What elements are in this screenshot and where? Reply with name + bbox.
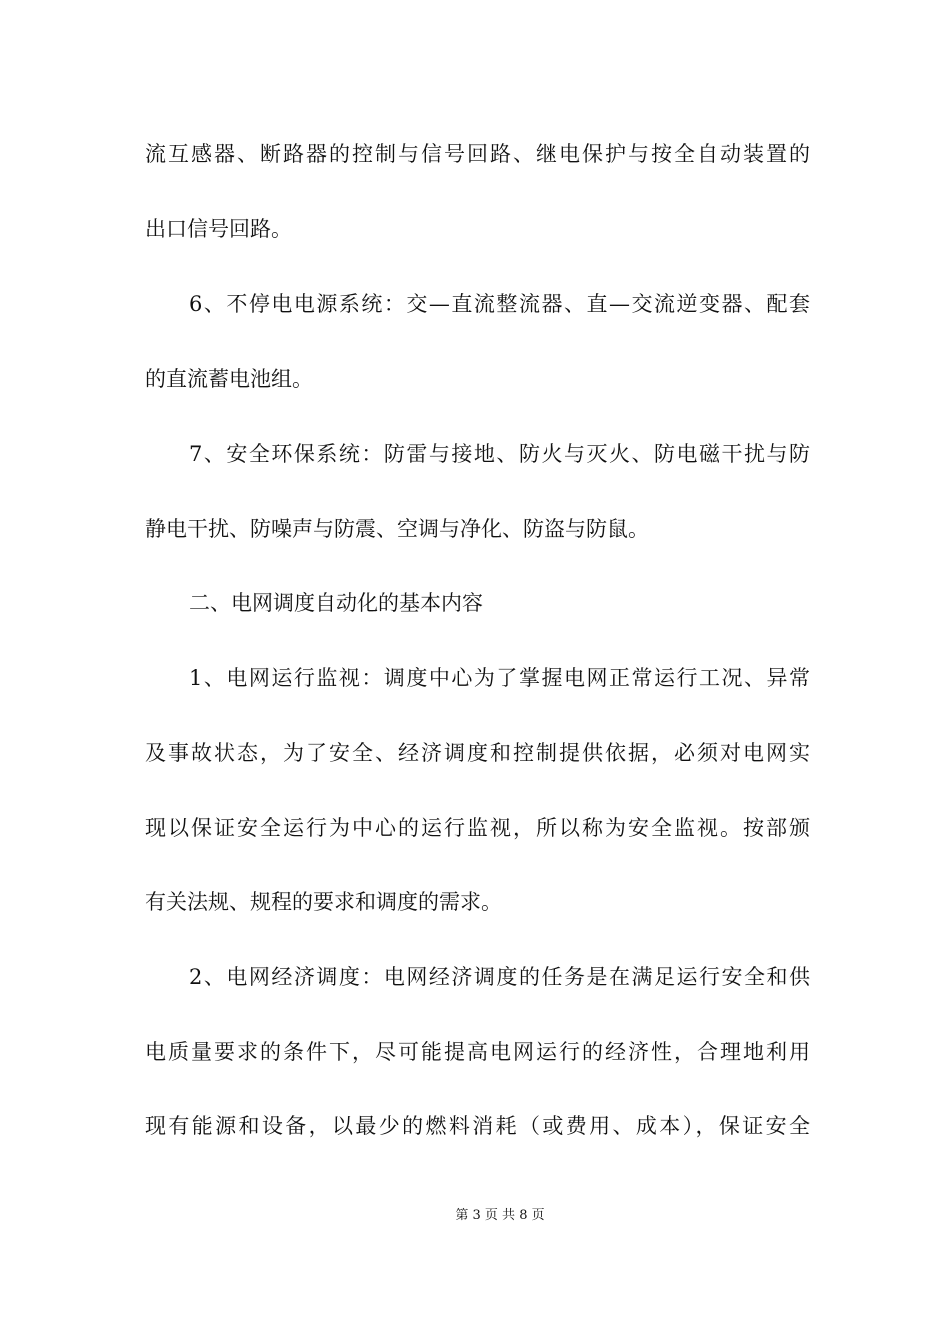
text-line-11: 有关法规、规程的要求和调度的需求。	[145, 890, 502, 914]
text-line-2: 出口信号回路。	[145, 217, 292, 241]
text-line-5: 7、安全环保系统：防雷与接地、防火与灭火、防电磁干扰与防	[189, 442, 810, 466]
text-line-13: 电质量要求的条件下，尽可能提高电网运行的经济性，合理地利用	[145, 1040, 810, 1064]
text-line-12: 2、电网经济调度：电网经济调度的任务是在满足运行安全和供	[189, 965, 810, 989]
text-line-9: 及事故状态，为了安全、经济调度和控制提供依据，必须对电网实	[145, 741, 810, 765]
page-footer	[0, 1206, 950, 1226]
text-line-14: 现有能源和设备，以最少的燃料消耗（或费用、成本），保证安全	[145, 1114, 810, 1138]
text-line-4: 的直流蓄电池组。	[145, 367, 313, 391]
text-line-8: 1、电网运行监视：调度中心为了掌握电网正常运行工况、异常	[189, 666, 810, 690]
page-number: 第 3 页 共 8 页	[455, 1208, 545, 1223]
text-line-6: 静电干扰、防噪声与防震、空调与净化、防盗与防鼠。	[145, 517, 649, 541]
text-line-3: 6、不停电电源系统：交—直流整流器、直—交流逆变器、配套	[189, 292, 810, 316]
text-line-10: 现以保证安全运行为中心的运行监视，所以称为安全监视。按部颁	[145, 816, 810, 840]
section-heading: 二、电网调度自动化的基本内容	[189, 591, 483, 615]
text-line-1: 流互感器、断路器的控制与信号回路、继电保护与按全自动装置的	[145, 142, 810, 166]
